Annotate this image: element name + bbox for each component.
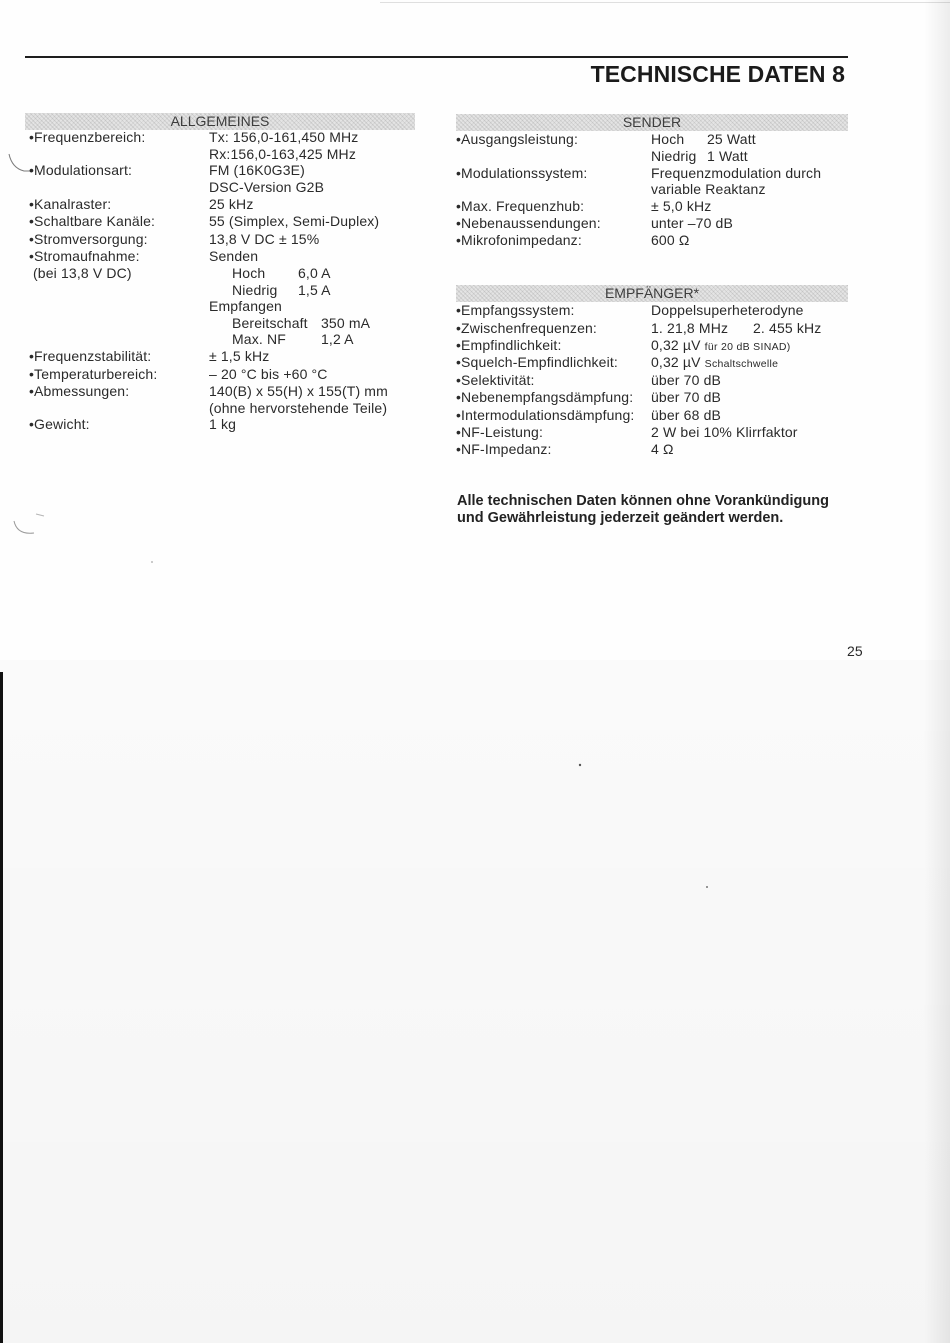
nebenempfangsdaempfung-label: •Nebenempfangsdämpfung: xyxy=(456,389,634,405)
gewicht-label: •Gewicht: xyxy=(29,416,90,432)
ausgangsleistung-niedrig-label: Niedrig xyxy=(651,148,697,164)
nebenaussendungen-value: unter –70 dB xyxy=(651,215,733,231)
modulationssystem-value-line2: variable Reaktanz xyxy=(651,181,766,197)
stromaufnahme-senden-niedrig-label: Niedrig xyxy=(232,282,278,298)
abmessungen-label: •Abmessungen: xyxy=(29,383,130,399)
temperaturbereich-value: – 20 °C bis +60 °C xyxy=(209,366,328,382)
squelch-empfindlichkeit-label: •Squelch-Empfindlichkeit: xyxy=(456,354,618,370)
schaltbare-kanaele-value: 55 (Simplex, Semi-Duplex) xyxy=(209,213,380,229)
nebenaussendungen-label: •Nebenaussendungen: xyxy=(456,215,601,231)
modulationssystem-value-line1: Frequenzmodulation durch xyxy=(651,165,822,181)
temperaturbereich-label: •Temperaturbereich: xyxy=(29,366,158,382)
zwischenfrequenzen-value-2: 2. 455 kHz xyxy=(753,320,822,336)
intermodulationsdaempfung-label: •Intermodulationsdämpfung: xyxy=(456,407,635,423)
notice-line-2: und Gewährleistung jederzeit geändert werden. xyxy=(457,510,784,526)
ausgangsleistung-niedrig-value: 1 Watt xyxy=(707,148,748,164)
scan-mark-lower-tick xyxy=(36,514,44,516)
kanalraster-label: •Kanalraster: xyxy=(29,196,112,212)
schaltbare-kanaele-label: •Schaltbare Kanäle: xyxy=(29,213,156,229)
scan-mark-lower xyxy=(14,521,34,533)
ausgangsleistung-hoch-value: 25 Watt xyxy=(707,131,756,147)
frequenzbereich-label: •Frequenzbereich: xyxy=(29,129,146,145)
empfindlichkeit-value xyxy=(651,337,791,354)
empfangssystem-label: •Empfangssystem: xyxy=(456,302,575,318)
max-frequenzhub-value: ± 5,0 kHz xyxy=(651,198,712,214)
header-rule xyxy=(25,56,848,58)
zwischenfrequenzen-label: •Zwischenfrequenzen: xyxy=(456,320,597,336)
empfindlichkeit-qualifier: für 20 dB SINAD) xyxy=(704,341,791,353)
scan-speck xyxy=(706,886,708,888)
modulationssystem-label: •Modulationssystem: xyxy=(456,165,588,181)
stromaufnahme-note: (bei 13,8 V DC) xyxy=(33,265,132,281)
stromaufnahme-label: •Stromaufnahme: xyxy=(29,248,140,264)
squelch-empfindlichkeit-value-text: 0,32 µV xyxy=(651,354,701,370)
nf-impedanz-label: •NF-Impedanz: xyxy=(456,441,552,457)
stromaufnahme-bereitschaft-value: 350 mA xyxy=(321,315,371,331)
nf-leistung-label: •NF-Leistung: xyxy=(456,424,543,440)
section-heading-allgemeines: ALLGEMEINES xyxy=(25,113,415,130)
stromversorgung-label: •Stromversorgung: xyxy=(29,231,148,247)
notice-line-1: Alle technischen Daten können ohne Vorankündigung xyxy=(457,493,829,509)
mikrofonimpedanz-value: 600 Ω xyxy=(651,232,690,248)
abmessungen-value: 140(B) x 55(H) x 155(T) mm xyxy=(209,383,388,399)
stromversorgung-value: 13,8 V DC ± 15% xyxy=(209,231,320,247)
max-frequenzhub-label: •Max. Frequenzhub: xyxy=(456,198,585,214)
stromaufnahme-empfangen-label: Empfangen xyxy=(209,298,282,314)
zwischenfrequenzen-value-1: 1. 21,8 MHz xyxy=(651,320,729,336)
abmessungen-note: (ohne hervorstehende Teile) xyxy=(209,400,388,416)
ausgangsleistung-hoch-label: Hoch xyxy=(651,131,685,147)
nf-leistung-value: 2 W bei 10% Klirrfaktor xyxy=(651,424,798,440)
selektivitaet-value: über 70 dB xyxy=(651,372,721,388)
modulationsart-label: •Modulationsart: xyxy=(29,162,133,178)
nebenempfangsdaempfung-value: über 70 dB xyxy=(651,389,721,405)
stromaufnahme-bereitschaft-label: Bereitschaft xyxy=(232,315,308,331)
section-heading-empfaenger: EMPFÄNGER* xyxy=(456,285,848,302)
frequenzbereich-value-rx: Rx:156,0-163,425 MHz xyxy=(209,146,356,162)
section-heading-sender: SENDER xyxy=(456,114,848,131)
scan-speck xyxy=(579,764,581,766)
squelch-empfindlichkeit-value xyxy=(651,354,778,371)
ausgangsleistung-label: •Ausgangsleistung: xyxy=(456,131,579,147)
mikrofonimpedanz-label: •Mikrofonimpedanz: xyxy=(456,232,582,248)
gewicht-value: 1 kg xyxy=(209,416,237,432)
empfindlichkeit-value-text: 0,32 µV xyxy=(651,337,701,353)
page-number: 25 xyxy=(847,643,863,659)
kanalraster-value: 25 kHz xyxy=(209,196,254,212)
empfindlichkeit-label: •Empfindlichkeit: xyxy=(456,337,562,353)
stromaufnahme-senden-hoch-value: 6,0 A xyxy=(298,265,331,281)
frequenzstabilitaet-label: •Frequenzstabilität: xyxy=(29,348,152,364)
page-title: TECHNISCHE DATEN 8 xyxy=(590,61,845,87)
empfangssystem-value: Doppelsuperheterodyne xyxy=(651,302,804,318)
squelch-empfindlichkeit-qualifier: Schaltschwelle xyxy=(704,358,779,370)
stromaufnahme-max-nf-value: 1,2 A xyxy=(321,331,354,347)
intermodulationsdaempfung-value: über 68 dB xyxy=(651,407,721,423)
stromaufnahme-senden-hoch-label: Hoch xyxy=(232,265,266,281)
nf-impedanz-value: 4 Ω xyxy=(651,441,674,457)
frequenzbereich-value-tx: Tx: 156,0-161,450 MHz xyxy=(209,129,359,145)
stromaufnahme-senden-label: Senden xyxy=(209,248,259,264)
scan-speck xyxy=(151,561,153,563)
modulationsart-value-dsc: DSC-Version G2B xyxy=(209,179,325,195)
modulationsart-value-fm: FM (16K0G3E) xyxy=(209,162,305,178)
stromaufnahme-senden-niedrig-value: 1,5 A xyxy=(298,282,331,298)
selektivitaet-label: •Selektivität: xyxy=(456,372,535,388)
stromaufnahme-max-nf-label: Max. NF xyxy=(232,331,286,347)
frequenzstabilitaet-value: ± 1,5 kHz xyxy=(209,348,270,364)
